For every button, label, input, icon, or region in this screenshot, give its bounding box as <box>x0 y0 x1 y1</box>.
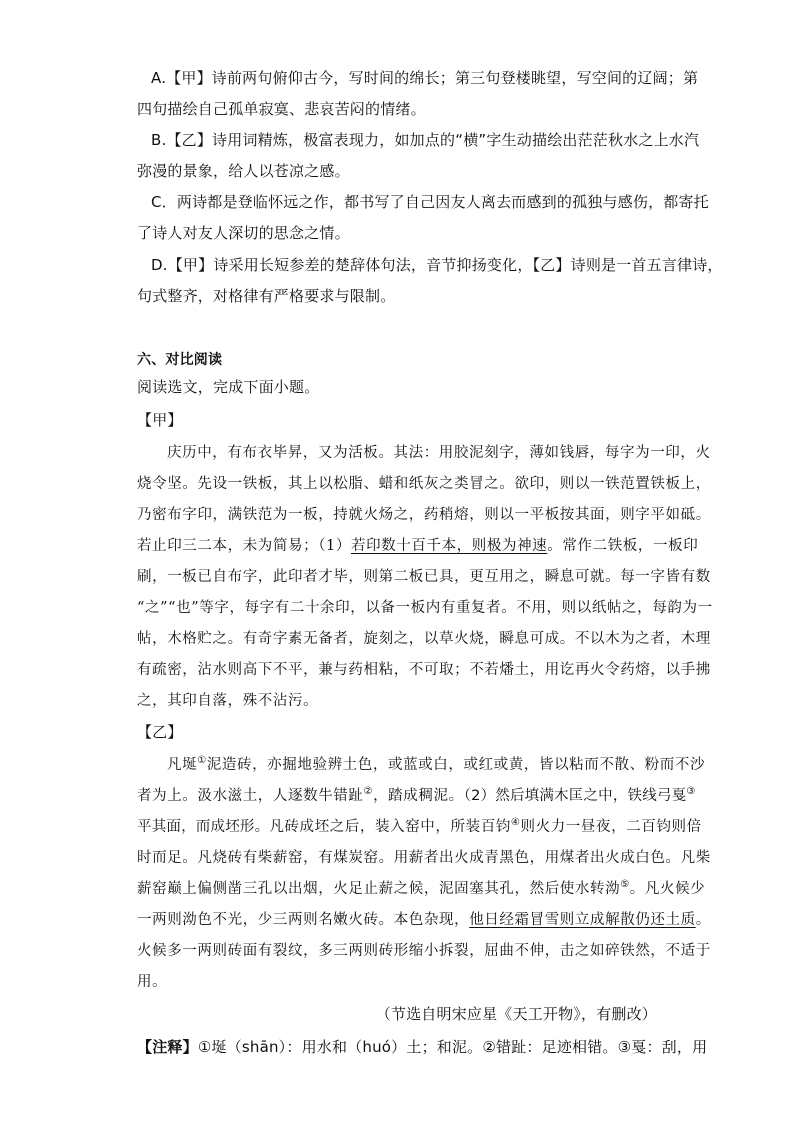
passage-b-underlined-sentence: 他日经霜冒雪则立成解散仍还土质 <box>469 912 696 928</box>
option-c-line2: 了诗人对友人深切的思念之情。 <box>137 224 350 242</box>
passage-b-sentence-2-end: 平其面，而成坯形。 <box>137 819 270 835</box>
passage-a-line: 之，其印自落，殊不沾污。 <box>137 693 319 709</box>
passage-b-text: 。 <box>695 912 711 928</box>
passage-a-line: 烧令坚。先设一铁板，其上以松脂、蜡和纸灰之类冒之。欲印，则以一铁范置铁板上， <box>137 476 711 492</box>
section-title: 六、对比阅读 <box>137 352 223 368</box>
passage-b-line: 时而足。凡烧砖有柴薪窑，有煤炭窑。用薪者出火成青黑色，用煤者出火成白色。凡柴 <box>137 850 711 866</box>
section-instruction: 阅读选文，完成下面小题。 <box>137 378 320 396</box>
passage-b-line <box>137 910 711 930</box>
notes-text: ①埏（shān）：用水和（huó）土；和泥。②错趾：足迹相错。③戛：刮，用 <box>197 1038 708 1056</box>
passage-b-text: 凡埏 <box>167 757 198 773</box>
passage-a-line <box>137 536 698 556</box>
passage-a-line: 乃密布字印，满铁范为一板，持就火炀之，药稍熔，则以一平板按其面，则字平如砥。 <box>137 507 711 523</box>
notes <box>137 1037 707 1057</box>
passage-b-text: 薪窑巅上偏侧凿三孔以出烟，火足止薪之候，泥固塞其孔，然后使水转泑 <box>137 881 621 897</box>
passage-b-text: 凡砖成坯之后，装入窑中，所装百钧 <box>269 819 511 835</box>
passage-a-label: 【甲】 <box>137 411 183 429</box>
passage-a-line: 刷，一板已自布字，此印者才毕，则第二板已具，更互用之，瞬息可就。每一字皆有数 <box>137 569 711 585</box>
option-b-line1: B.【乙】诗用词精炼，极富表现力，如加点的“横”字生动描绘出茫茫秋水之上水汽 <box>151 131 700 149</box>
passage-b-text: ，踏成稠泥。 <box>373 788 464 804</box>
passage-a-line: “之”“也”等字，每字有二十余印，以备一板内有重复者。不用，则以纸帖之，每韵为一 <box>137 600 713 616</box>
option-a-line1: A.【甲】诗前两句俯仰古今，写时间的绵长；第三句登楼眺望，写空间的辽阔；第 <box>151 69 699 87</box>
passage-a-line: 帖，木格贮之。有奇字素无备者，旋刻之，以草火烧，瞬息可成。不以木为之者，木理 <box>137 631 711 647</box>
note-marker: ① <box>197 755 207 767</box>
passage-b-line <box>137 817 702 837</box>
passage-b-line <box>137 879 705 899</box>
passage-b-line: 火候多一两则砖面有裂纹，多三两则砖形缩小拆裂，屈曲不伸，击之如碎铁然，不适于 <box>137 943 711 959</box>
passage-b-text: 一两则泑色不光，少三两则名嫩火砖。本色杂现， <box>137 912 470 928</box>
passage-a-line4-post: 。常作二铁板，一板印 <box>547 538 699 554</box>
source-attribution: （节选自明宋应星《天工开物》，有删改） <box>375 1005 657 1023</box>
option-b-line2: 弥漫的景象，给人以苍凉之感。 <box>137 162 350 180</box>
passage-b-label: 【乙】 <box>137 723 183 741</box>
passage-b-text: 。凡火候少 <box>629 881 706 897</box>
note-marker: ② <box>363 786 374 798</box>
note-marker: ③ <box>686 786 696 798</box>
passage-a-line4-pre: 若止印三二本，未为简易；（1） <box>137 538 351 554</box>
passage-b-sentence-2: （2）然后填满木匡之中，铁线弓戛 <box>463 788 687 804</box>
passage-b-text: 则火力一昼夜，二百钧则倍 <box>520 819 702 835</box>
passage-b-line <box>167 755 705 775</box>
option-c-line1: C．两诗都是登临怀远之作，都书写了自己因友人离去而感到的孤独与感伤，都寄托 <box>151 193 709 211</box>
passage-a-line: 庆历中，有布衣毕昇，又为活板。其法：用胶泥刻字，薄如钱唇，每字为一印，火 <box>167 445 711 461</box>
passage-b-line <box>137 786 696 806</box>
note-marker: ⑤ <box>620 879 630 891</box>
passage-b-line: 用。 <box>137 974 168 990</box>
passage-a-line: 有疏密，沾水则高下不平，兼与药相粘，不可取；不若燔土，用讫再火令药熔，以手拂 <box>137 662 711 678</box>
option-a-line2: 四句描绘自己孤单寂寞、悲哀苦闷的情绪。 <box>137 100 426 118</box>
note-marker: ④ <box>510 817 521 829</box>
passage-b-text: 者为上。汲水滋土，人逐数牛错趾 <box>137 788 364 804</box>
notes-label: 【注释】 <box>137 1038 198 1056</box>
option-d-line2: 句式整齐，对格律有严格要求与限制。 <box>137 287 396 305</box>
passage-a-underlined-sentence: 若印数十百千本，则极为神速 <box>350 538 548 554</box>
passage-b-text: 泥造砖，亦掘地验辨土色，或蓝或白，或红或黄，皆以粘而不散、粉而不沙 <box>206 757 706 773</box>
option-d-line1: D.【甲】诗采用长短参差的楚辞体句法，音节抑扬变化，【乙】诗则是一首五言律诗， <box>151 256 723 274</box>
